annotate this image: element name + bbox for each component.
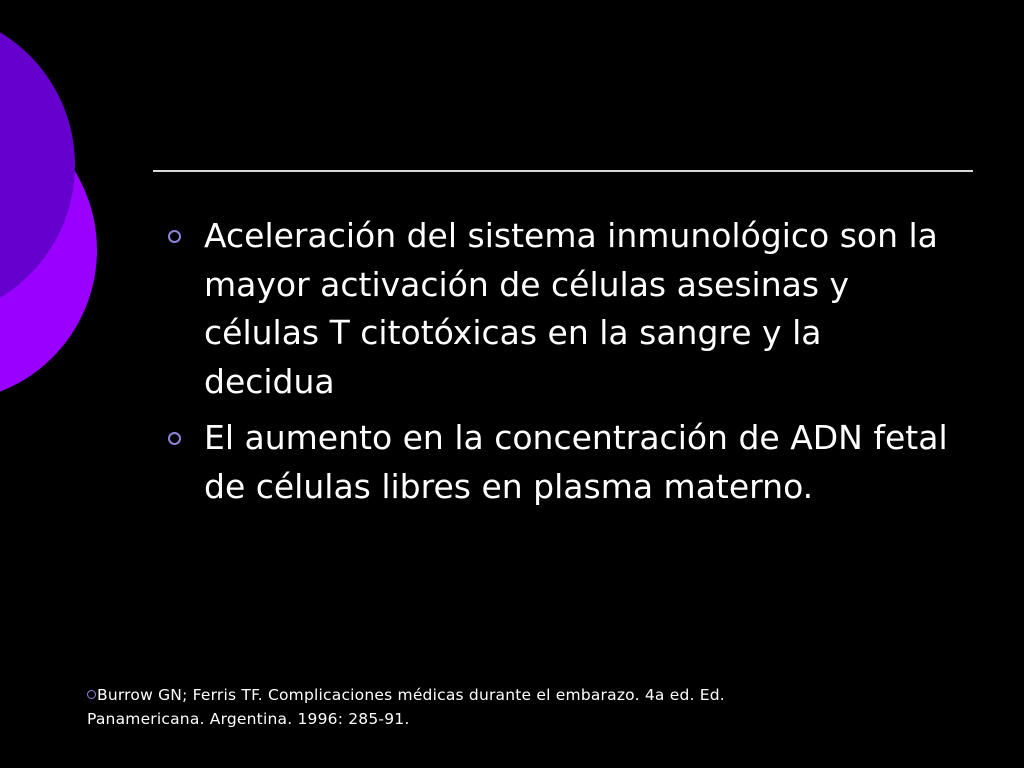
bullet-item [160,212,960,406]
hollow-circle-bullet-icon [168,432,181,445]
reference-citation [87,683,847,731]
title-divider [153,170,973,172]
reference-text: Burrow GN; Ferris TF. Complicaciones médicas durante el embarazo. 4a ed. Ed. Panamericana. Argentina. 1996: 285-91. [87,686,725,728]
bullet-item [160,414,960,511]
bullet-list [160,212,960,519]
bullet-text: Aceleración del sistema inmunológico son la mayor activación de células asesinas y células T citotóxicas en la sangre y la decidua [204,216,938,401]
bullet-text: El aumento en la concentración de ADN fetal de células libres en plasma materno. [204,418,948,506]
hollow-circle-bullet-icon [87,690,96,699]
hollow-circle-bullet-icon [168,230,181,243]
